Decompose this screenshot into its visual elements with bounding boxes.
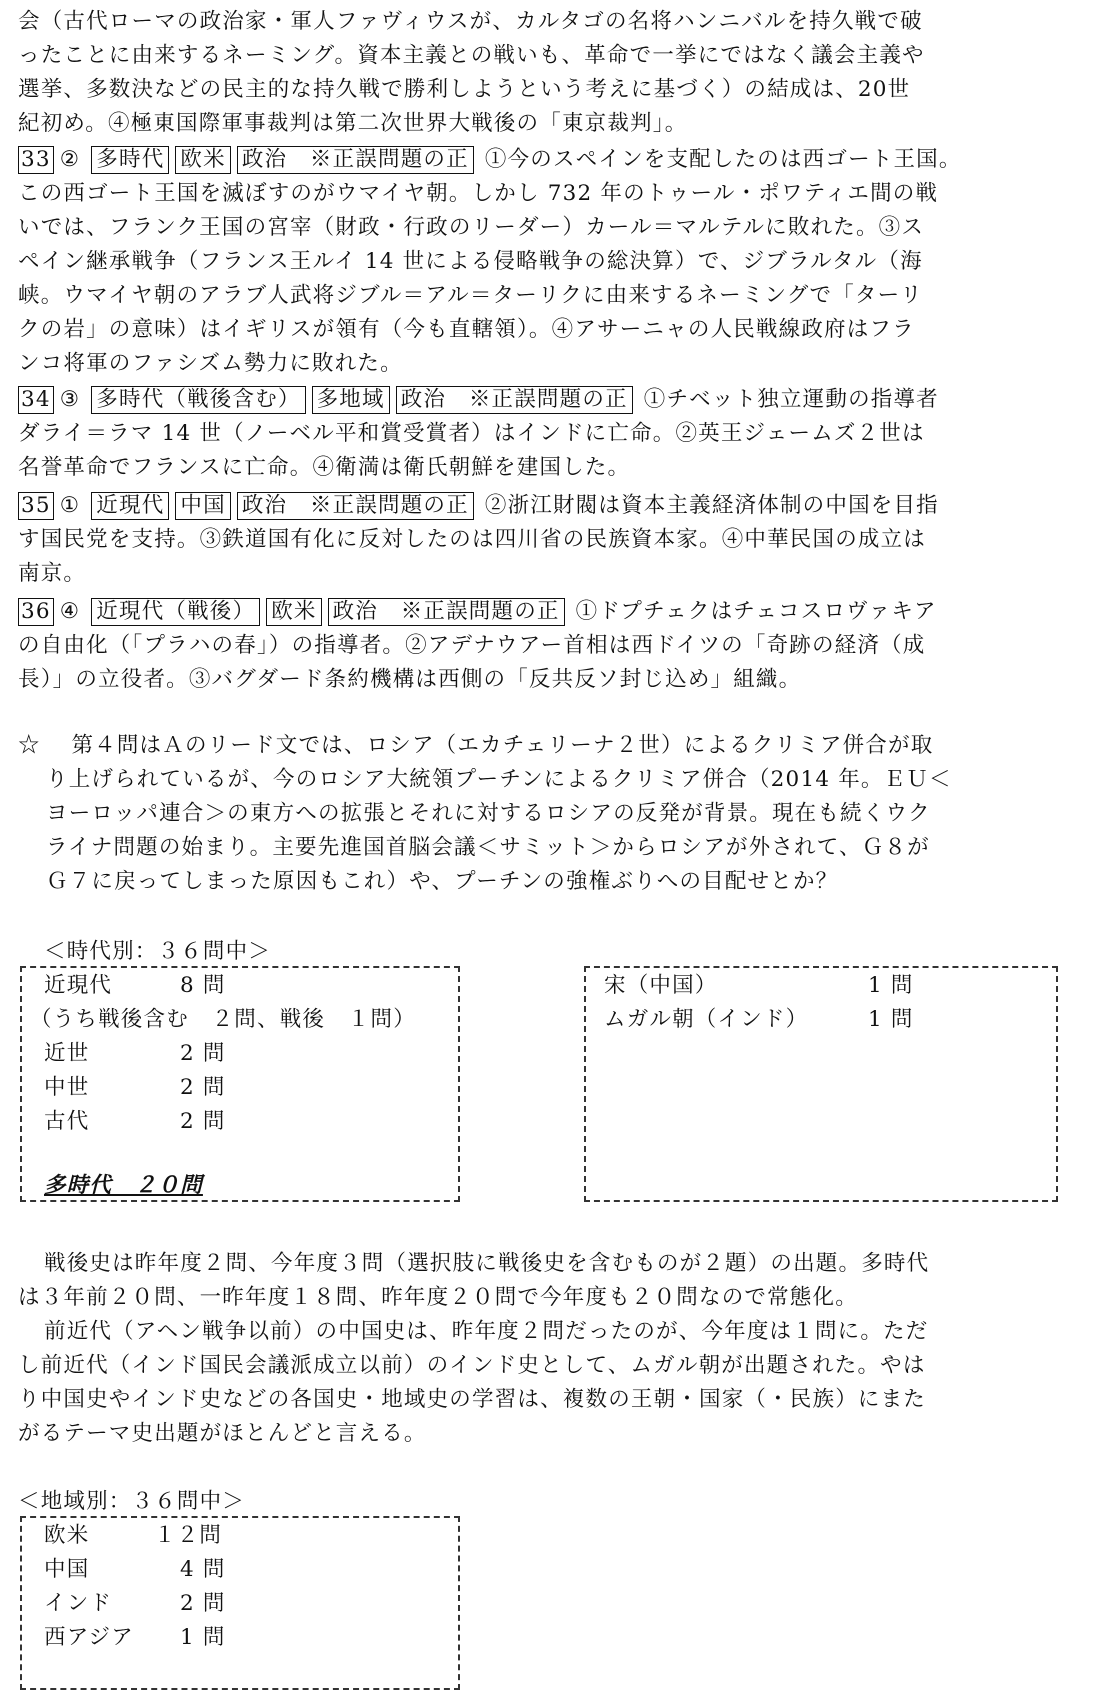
text-line: 紀初め。④極東国際軍事裁判は第二次世界大戦後の「東京裁判」。 (18, 111, 688, 136)
text-line: は３年前２０問、一昨年度１８問、昨年度２０問で今年度も２０問なので常態化。 (18, 1285, 858, 1310)
text-line: 選挙、多数決などの民主的な持久戦で勝利しようという考えに基づく）の結成は、20世 (18, 77, 911, 102)
text-line: 会（古代ローマの政治家・軍人ファヴィウスが、カルタゴの名将ハンニバルを持久戦で破 (18, 9, 923, 34)
answer-choice: ② (59, 147, 81, 172)
answer-35-header (18, 490, 939, 522)
note-line: ☆ 第４問はＡのリード文では、ロシア（エカチェリーナ２世）によるクリミア併合が取 (18, 733, 934, 758)
text-line: 前近代（アヘン戦争以前）の中国史は、昨年度２問だったのが、今年度は１問に。ただ (44, 1319, 929, 1344)
region-label: 西アジア (44, 1625, 134, 1650)
region-label: 欧米 (44, 1523, 90, 1548)
region-label: 中国 (44, 1557, 90, 1582)
era-multi-total: 多時代 ２０問 (44, 1173, 203, 1198)
era-label: 近現代 (44, 973, 113, 998)
era-value: 2 問 (180, 1075, 226, 1100)
tag-box: 多地域 (312, 386, 390, 414)
answer-34-header (18, 384, 939, 416)
text-line: 長）」の立役者。③バグダード条約機構は西側の「反共反ソ封じ込め」組織。 (18, 667, 802, 692)
note-line: Ｇ７に戻ってしまった原因もこれ）や、プーチンの強権ぶりへの目配せとか？ (46, 869, 839, 894)
region-heading: ＜地域別：３６問中＞ (18, 1489, 246, 1514)
text-line: し前近代（インド国民会議派成立以前）のインド史として、ムガル朝が出題された。やは (18, 1353, 926, 1378)
note-line: り上げられているが、今のロシア大統領プーチンによるクリミア併合（2014 年。ＥＵ＜ (46, 767, 952, 792)
tag-box: 政治 ※正誤問題の正 (396, 386, 633, 414)
text-line: ンコ将軍のファシズム勢力に敗れた。 (18, 351, 403, 376)
answer-choice: ④ (59, 599, 81, 624)
question-number: 36 (18, 598, 54, 626)
text-line: ったことに由来するネーミング。資本主義との戦いも、革命で一挙にではなく議会主義や (18, 43, 925, 68)
text-line: 戦後史は昨年度２問、今年度３問（選択肢に戦後史を含むものが２題）の出題。多時代 (44, 1251, 930, 1276)
era-label: 近世 (44, 1041, 90, 1066)
region-value: １２問 (154, 1523, 223, 1548)
text-line: り中国史やインド史などの各国史・地域史の学習は、複数の王朝・国家（・民族）にまた (18, 1387, 927, 1412)
tag-box: 中国 (175, 492, 230, 520)
era-value: 2 問 (180, 1109, 226, 1134)
region-value: 1 問 (180, 1625, 226, 1650)
tag-box: 政治 ※正誤問題の正 (237, 146, 474, 174)
text-line: 南京。 (18, 561, 87, 586)
note-line: ライナ問題の始まり。主要先進国首脳会議＜サミット＞からロシアが外されて、Ｇ８が (46, 835, 930, 860)
era-value: 1 問 (868, 973, 914, 998)
era-value: 2 問 (180, 1041, 226, 1066)
answer-36-header (18, 596, 937, 628)
star-icon: ☆ (18, 733, 41, 758)
text-line: 名誉革命でフランスに亡命。④衛満は衛氏朝鮮を建国した。 (18, 455, 631, 480)
text-line: ダライ＝ラマ 14 世（ノーベル平和賞受賞者）はインドに亡命。②英王ジェームズ２世は (18, 421, 925, 446)
tag-box: 多時代 (91, 146, 169, 174)
question-number: 34 (18, 386, 54, 414)
text-line: この西ゴート王国を滅ぼすのがウマイヤ朝。しかし 732 年のトゥール・ポワティエ間の戦 (18, 181, 939, 206)
era-label: 宋（中国） (604, 973, 718, 998)
tag-box: 政治 ※正誤問題の正 (237, 492, 474, 520)
answer-choice: ③ (59, 387, 81, 412)
era-value: 1 問 (868, 1007, 914, 1032)
tag-box: 政治 ※正誤問題の正 (328, 598, 565, 626)
question-number: 33 (18, 146, 54, 174)
tag-box: 近現代 (91, 492, 169, 520)
text-line: クの岩」の意味）はイギリスが領有（今も直轄領）。④アサーニャの人民戦線政府はフラ (18, 317, 915, 342)
answer-text: ①チベット独立運動の指導者 (643, 387, 939, 412)
era-label: （うち戦後含む ２問、戦後 １問） (30, 1007, 416, 1032)
note-line: ヨーロッパ連合＞の東方への拡張とそれに対するロシアの反発が背景。現在も続くウク (46, 801, 931, 826)
tag-box: 多時代（戦後含む） (91, 386, 305, 414)
region-value: 2 問 (180, 1591, 226, 1616)
tag-box: 欧米 (266, 598, 321, 626)
tag-box: 近現代（戦後） (91, 598, 260, 626)
question-number: 35 (18, 492, 54, 520)
tag-box: 欧米 (175, 146, 230, 174)
text-line: の自由化（「プラハの春」）の指導者。②アデナウアー首相は西ドイツの「奇跡の経済（成 (18, 633, 926, 658)
region-label: インド (44, 1591, 113, 1616)
era-label: 中世 (44, 1075, 90, 1100)
answer-text: ①今のスペインを支配したのは西ゴート王国。 (484, 147, 962, 172)
era-label: ムガル朝（インド） (604, 1007, 809, 1032)
region-value: 4 問 (180, 1557, 226, 1582)
text-line: 峡。ウマイヤ朝のアラブ人武将ジブル＝アル＝ターリクに由来するネーミングで「ターリ (18, 283, 923, 308)
answer-33-header (18, 144, 962, 176)
era-label: 古代 (44, 1109, 90, 1134)
era-heading: ＜時代別：３６問中＞ (44, 939, 272, 964)
answer-text: ②浙江財閥は資本主義経済体制の中国を目指 (484, 493, 939, 518)
era-value: 8 問 (180, 973, 226, 998)
text-line: いでは、フランク王国の宮宰（財政・行政のリーダー）カール＝マルテルに敗れた。③ス (18, 215, 925, 240)
answer-choice: ① (59, 493, 81, 518)
answer-text: ①ドプチェクはチェコスロヴァキア (575, 599, 937, 624)
text-line: がるテーマ史出題がほとんどと言える。 (18, 1421, 427, 1446)
text-line: す国民党を支持。③鉄道国有化に反対したのは四川省の民族資本家。④中華民国の成立は (18, 527, 927, 552)
text-line: ペイン継承戦争（フランス王ルイ 14 世による侵略戦争の総決算）で、ジブラルタル（海 (18, 249, 923, 274)
